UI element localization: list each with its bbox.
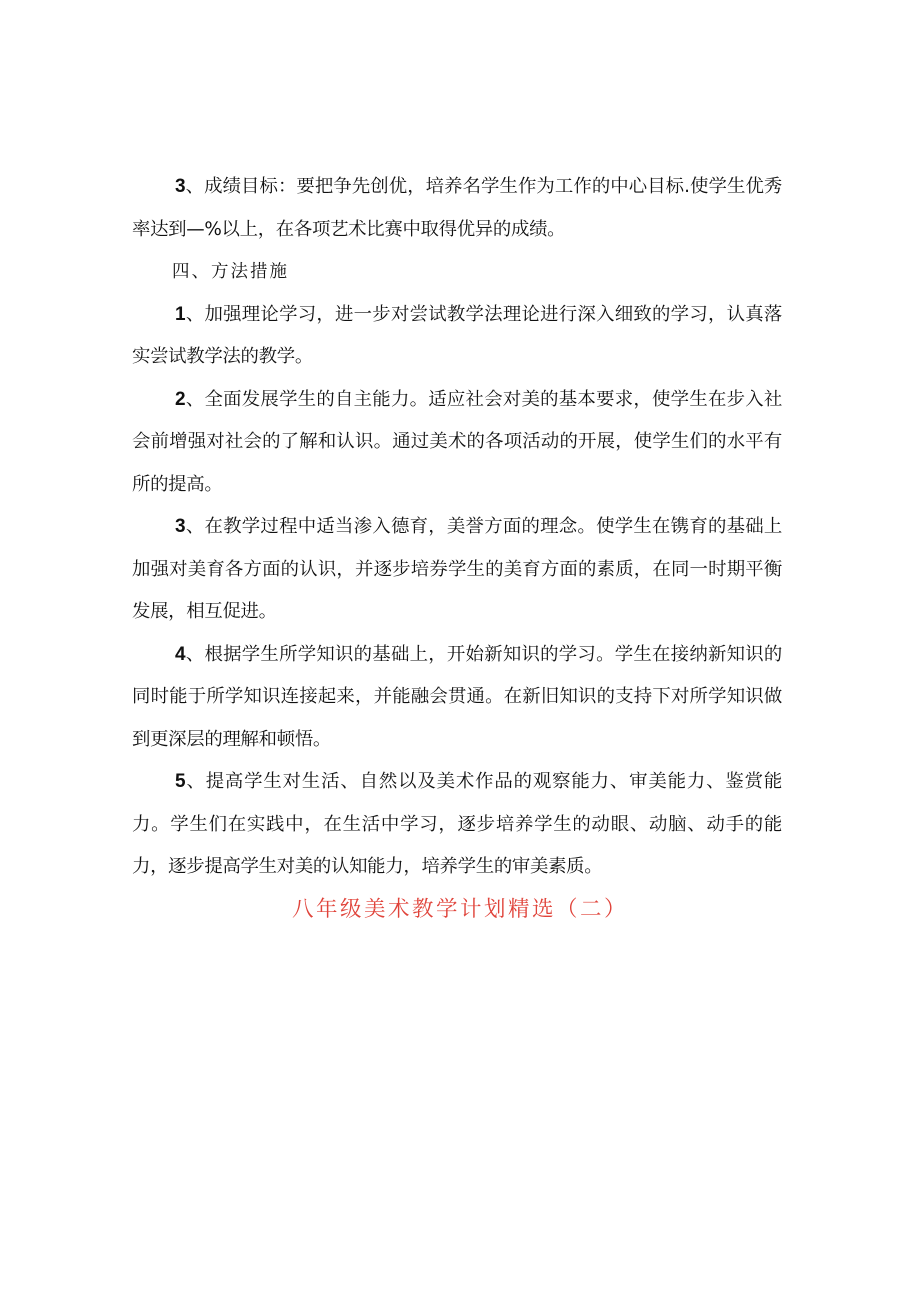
- item-number: 3: [175, 176, 186, 197]
- paragraph-method-2: [132, 379, 782, 507]
- document-body: [132, 166, 782, 931]
- item-number: 3: [175, 516, 186, 537]
- paragraph-text: 、在教学过程中适当渗入德育，美誉方面的理念。使学生在镌育的基础上加强对美育各方面的认识，并逐步培券学生的美育方面的素质，在同一时期平衡发展，相互促进。: [132, 516, 782, 622]
- next-section-title: 八年级美术教学计划精选（二）: [291, 896, 628, 922]
- paragraph-method-3: [132, 506, 782, 634]
- paragraph-method-1: [132, 294, 782, 379]
- paragraph-method-5: [132, 761, 782, 889]
- item-number: 2: [175, 388, 186, 410]
- item-number: 4: [175, 643, 186, 665]
- item-number: 1: [175, 303, 186, 325]
- section-heading-methods: 四、方法措施: [172, 262, 289, 282]
- paragraph-achievement-goal: [132, 166, 782, 251]
- paragraph-text: 、全面发展学生的自主能力。适应社会对美的基本要求，使学生在步入社会前增强对社会的了解和认识。通过美术的各项活动的开展，使学生们的水平有所的提高。: [132, 388, 782, 495]
- paragraph-method-4: [132, 634, 782, 762]
- item-number: 5: [175, 771, 186, 792]
- paragraph-text: 、成绩目标：要把争先创优，培养名学生作为工作的中心目标.使学生优秀率达到—%以上，在各项艺术比赛中取得优异的成绩。: [132, 176, 782, 240]
- paragraph-text: 、提高学生对生活、自然以及美术作品的观察能力、审美能力、鉴赏能力。学生们在实践中，在生活中学习，逐步培养学生的动眼、动脑、动手的能力，逐步提高学生对美的认知能力，培养学生的审美素质。: [132, 771, 782, 877]
- paragraph-text: 、根据学生所学知识的基础上，开始新知识的学习。学生在接纳新知识的同时能于所学知识连接起来，并能融会贯通。在新旧知识的支持下对所学知识做到更深层的理解和顿悟。: [132, 643, 782, 750]
- paragraph-text: 、加强理论学习，进一步对尝试教学法理论进行深入细致的学习，认真落实尝试教学法的教学。: [132, 303, 782, 367]
